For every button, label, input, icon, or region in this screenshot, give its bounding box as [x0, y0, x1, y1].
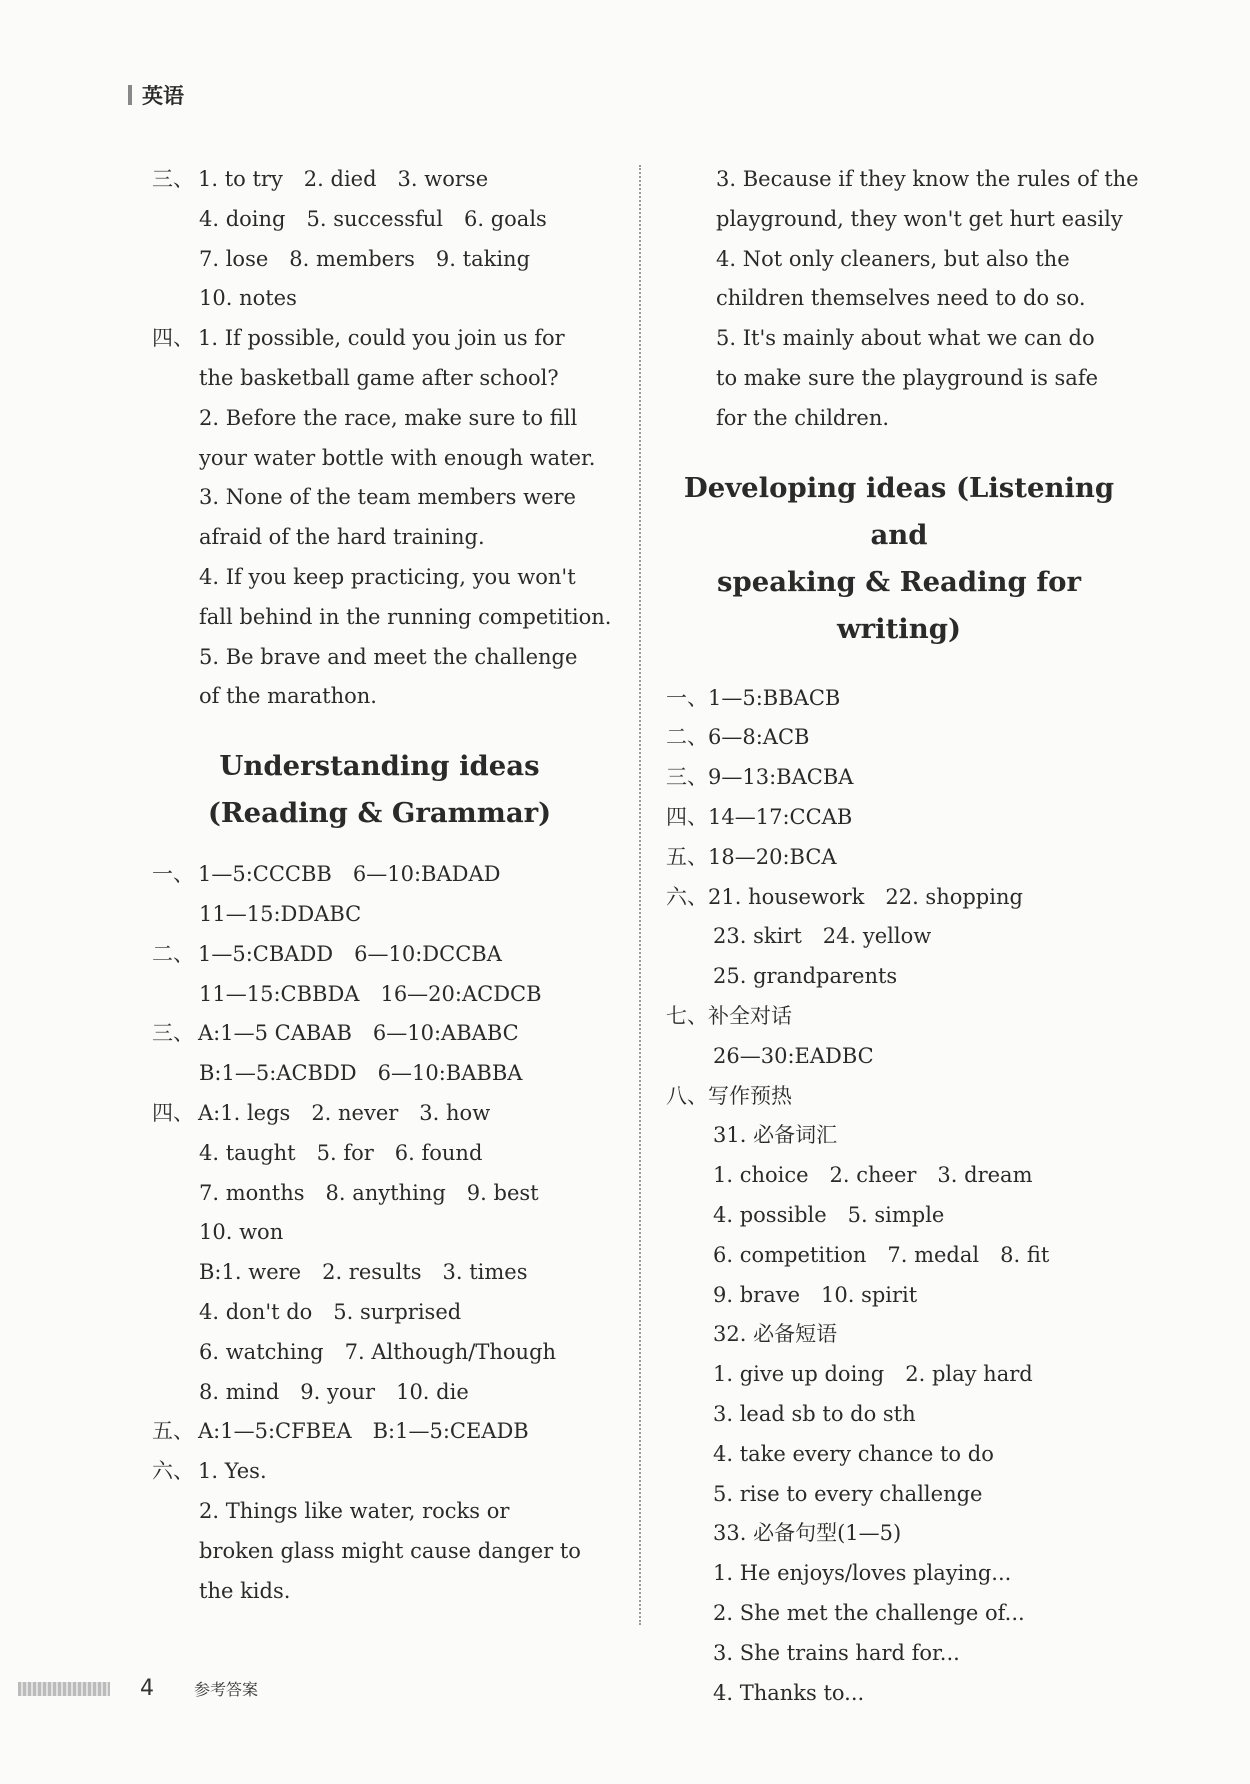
page-number: 4 — [140, 1676, 154, 1701]
answer-line: 5. It's mainly about what we can do — [716, 326, 1095, 351]
answer-line: 7. lose 8. members 9. taking — [199, 246, 531, 271]
left-column — [152, 160, 612, 1611]
spacer — [152, 837, 607, 855]
footer-stripe — [18, 1682, 110, 1696]
section-marker: 四、 — [152, 1100, 194, 1125]
section-marker: 四、 — [152, 326, 194, 351]
page-header — [128, 80, 184, 110]
answer-line: 2. She met the challenge of... — [713, 1600, 1025, 1625]
answer-line — [152, 1412, 607, 1452]
section-marker: 五、 — [152, 1419, 194, 1444]
answer-line: 二、6—8:ACB — [666, 725, 810, 750]
answer-text: 1—5:CCCBB 6—10:BADAD — [198, 862, 501, 887]
answer-text: A:1—5:CFBEA B:1—5:CEADB — [198, 1419, 529, 1444]
answer-line: 6. competition 7. medal 8. fit — [713, 1242, 1050, 1267]
answer-text: 1. Yes. — [198, 1459, 267, 1484]
section-marker: 一、 — [152, 862, 194, 887]
answer-line: 11—15:CBBDA 16—20:ACDCB — [199, 981, 542, 1006]
answer-line: the basketball game after school? — [199, 365, 559, 390]
answer-line: 六、21. housework 22. shopping — [666, 884, 1023, 909]
answer-line — [152, 1094, 607, 1134]
answer-line — [152, 319, 607, 359]
answer-line: afraid of the hard training. — [199, 525, 485, 550]
answer-line: broken glass might cause danger to — [199, 1538, 581, 1563]
answer-line: 1. He enjoys/loves playing... — [713, 1561, 1012, 1586]
answer-line: 26—30:EADBC — [713, 1043, 874, 1068]
section-marker: 三、 — [152, 167, 194, 191]
answer-line: playground, they won't get hurt easily — [716, 206, 1123, 231]
column-divider — [639, 165, 641, 1625]
answer-line: 3. She trains hard for... — [713, 1640, 960, 1665]
answer-line: 3. lead sb to do sth — [713, 1401, 916, 1426]
answer-text: A:1. legs 2. never 3. how — [198, 1100, 491, 1125]
answer-line: fall behind in the running competition. — [199, 604, 612, 629]
spacer — [666, 653, 1132, 679]
subsection-title: 32. 必备短语 — [713, 1322, 838, 1347]
section-subtitle: speaking & Reading for writing) — [716, 565, 1082, 645]
answer-line: 11—15:DDABC — [199, 901, 362, 926]
subsection-title: 33. 必备句型(1—5) — [713, 1521, 902, 1546]
answer-line: 6. watching 7. Although/Though — [199, 1339, 557, 1364]
answer-line: 4. possible 5. simple — [713, 1202, 945, 1227]
answer-line: 4. taught 5. for 6. found — [199, 1140, 483, 1165]
answer-line: 2. Things like water, rocks or — [199, 1498, 510, 1523]
answer-line: 4. take every chance to do — [713, 1441, 994, 1466]
answer-line: 23. skirt 24. yellow — [713, 924, 932, 949]
answer-line: the kids. — [199, 1578, 291, 1603]
answer-line — [152, 935, 607, 975]
answer-line: 3. None of the team members were — [199, 485, 576, 510]
answer-line — [152, 160, 607, 200]
answer-line: your water bottle with enough water. — [199, 445, 596, 470]
answer-line: 10. notes — [199, 286, 297, 311]
answer-text: 1. to try 2. died 3. worse — [198, 167, 489, 191]
section-heading: 七、补全对话 — [666, 1003, 792, 1028]
answer-line: 9. brave 10. spirit — [713, 1282, 918, 1307]
answer-line: 4. Thanks to... — [713, 1680, 865, 1705]
section-heading: 八、写作预热 — [666, 1083, 792, 1108]
answer-line — [152, 1452, 607, 1492]
section-marker: 三、 — [152, 1021, 194, 1046]
answer-line: 7. months 8. anything 9. best — [199, 1180, 539, 1205]
answer-line: 25. grandparents — [713, 964, 898, 989]
answer-line: 5. Be brave and meet the challenge — [199, 644, 578, 669]
footer-label: 参考答案 — [194, 1680, 259, 1699]
page-footer — [18, 1676, 258, 1701]
section-marker: 六、 — [152, 1459, 194, 1484]
section-title: Developing ideas (Listening and — [683, 471, 1115, 551]
answer-line: 4. If you keep practicing, you won't — [199, 564, 576, 589]
answer-line: 1. give up doing 2. play hard — [713, 1362, 1033, 1387]
right-column — [666, 160, 1139, 1713]
answer-line: B:1. were 2. results 3. times — [199, 1260, 528, 1285]
answer-line — [152, 1014, 607, 1054]
answer-line: of the marathon. — [199, 684, 377, 709]
answer-line: 4. don't do 5. surprised — [199, 1299, 462, 1324]
answer-text: 1—5:CBADD 6—10:DCCBA — [198, 941, 502, 966]
subsection-title: 31. 必备词汇 — [713, 1123, 838, 1148]
answer-line: 五、18—20:BCA — [666, 844, 837, 869]
answer-line: 4. doing 5. successful 6. goals — [199, 206, 547, 231]
answer-line: 一、1—5:BBACB — [666, 685, 841, 710]
answer-line: children themselves need to do so. — [716, 286, 1086, 311]
spacer — [666, 439, 1132, 465]
answer-line: 4. Not only cleaners, but also the — [716, 246, 1070, 271]
header-bar — [128, 85, 132, 105]
answer-line: 8. mind 9. your 10. die — [199, 1379, 469, 1404]
subject-title: 英语 — [142, 84, 184, 108]
section-title: Understanding ideas — [219, 750, 540, 783]
answer-line: for the children. — [716, 405, 890, 430]
section-subtitle: (Reading & Grammar) — [207, 797, 552, 830]
section-marker: 二、 — [152, 941, 194, 966]
answer-line — [152, 855, 607, 895]
answer-line: to make sure the playground is safe — [716, 365, 1099, 390]
answer-text: 1. If possible, could you join us for — [198, 326, 565, 351]
answer-line: B:1—5:ACBDD 6—10:BABBA — [199, 1061, 523, 1086]
answer-line: 10. won — [199, 1220, 284, 1245]
answer-line: 四、14—17:CCAB — [666, 804, 853, 829]
answer-text: A:1—5 CABAB 6—10:ABABC — [198, 1021, 519, 1046]
answer-line: 5. rise to every challenge — [713, 1481, 983, 1506]
spacer — [152, 717, 607, 743]
answer-line: 1. choice 2. cheer 3. dream — [713, 1163, 1033, 1188]
answer-line: 三、9—13:BACBA — [666, 765, 854, 790]
answer-line: 2. Before the race, make sure to fill — [199, 405, 578, 430]
answer-line: 3. Because if they know the rules of the — [716, 167, 1139, 191]
